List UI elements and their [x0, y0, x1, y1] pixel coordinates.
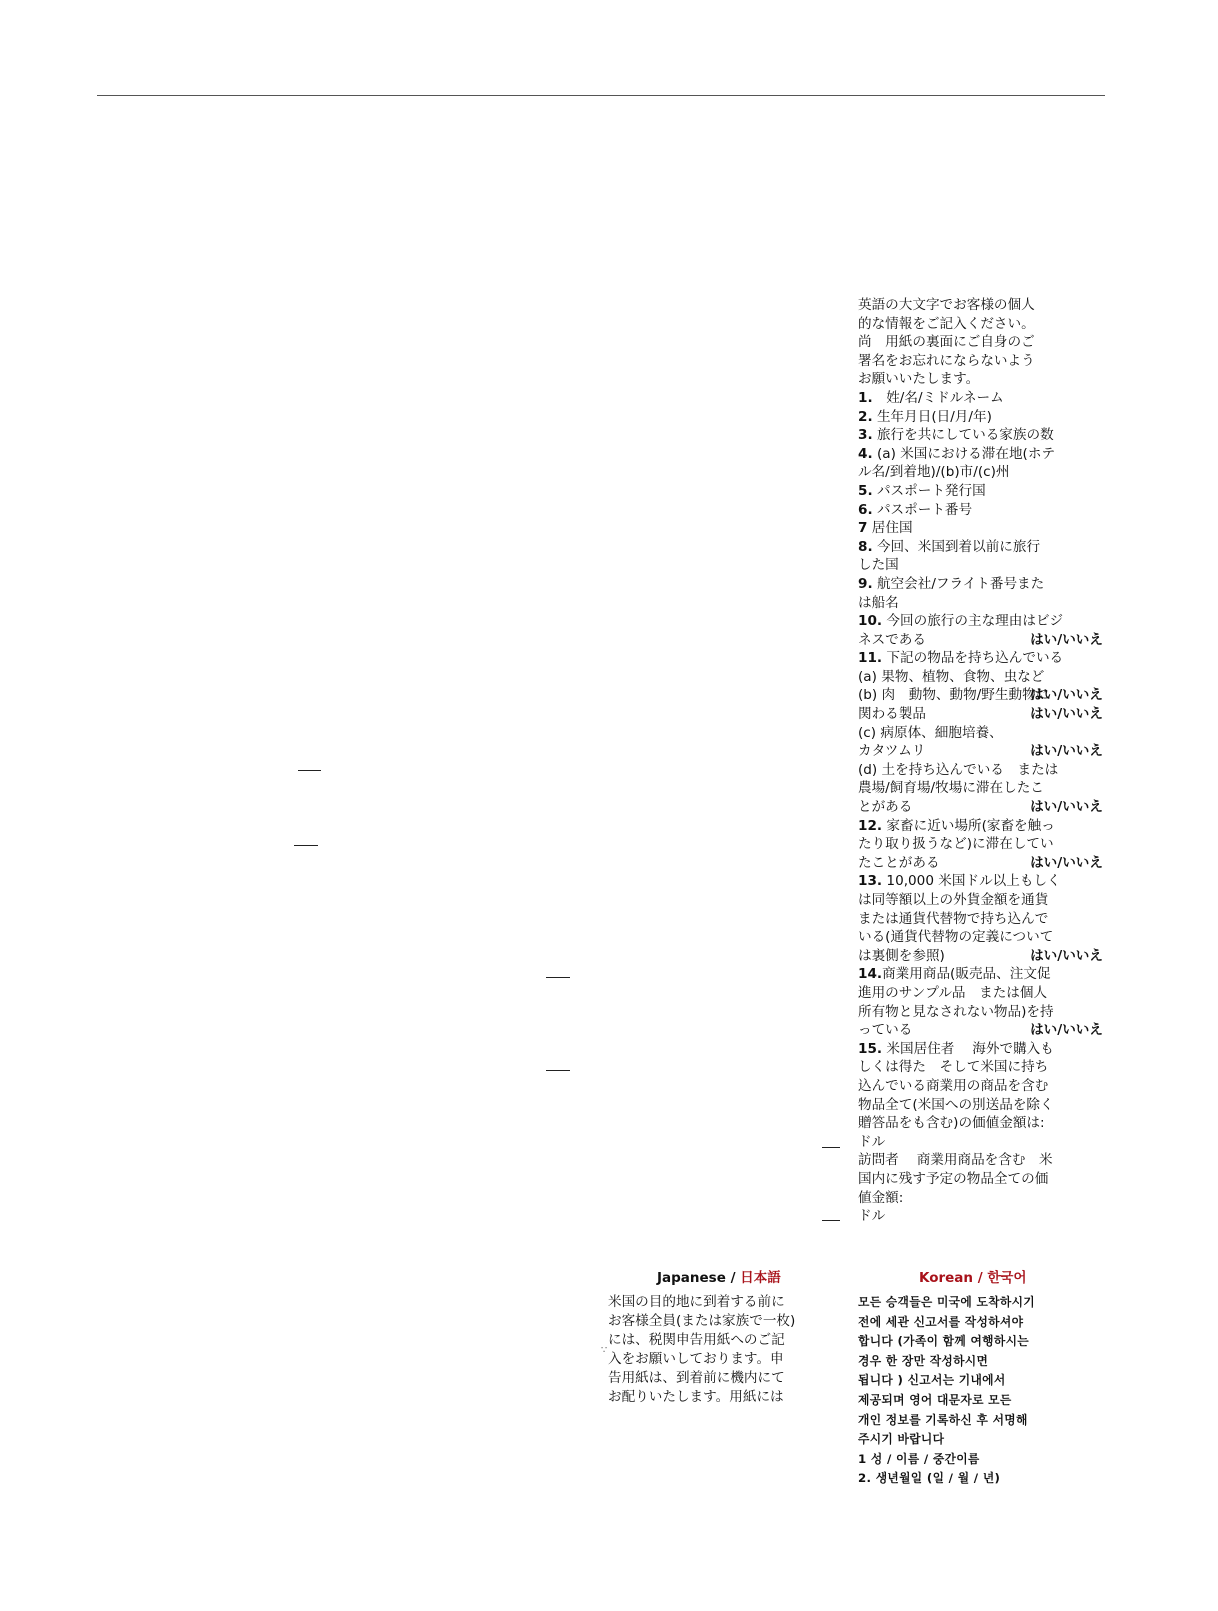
item-text: いる(通貨代替物の定義について [858, 929, 1054, 946]
form-line [858, 854, 1103, 873]
ko-line: 됩니다 ) 신고서는 기내에서 [858, 1373, 1006, 1388]
item-text: 訪問者 商業用商品を含む 米 [858, 1152, 1053, 1169]
heading-korean-native: 한국어 [987, 1270, 1027, 1286]
form-line [858, 947, 1103, 966]
item-number: 8. [858, 538, 873, 555]
form-line [858, 612, 1103, 631]
item-text: ル名/到着地)/(b)市/(c)州 [858, 464, 1010, 481]
form-line [858, 594, 1103, 613]
form-line [858, 1058, 1103, 1077]
form-line [858, 779, 1103, 798]
item-number: 6. [858, 501, 873, 518]
item-text: 農場/飼育場/牧場に滞在したこ [858, 780, 1044, 797]
item-text: パスポート番号 [872, 501, 973, 518]
yes-no-answer: はい/いいえ [1030, 1022, 1103, 1039]
item-text: 尚 用紙の裏面にご自身のご [858, 334, 1035, 351]
form-line [858, 426, 1103, 445]
form-line [858, 965, 1103, 984]
item-text: 姓/名/ミドルネーム [872, 389, 1004, 406]
jp-intro-line: 米国の目的地に到着する前に [608, 1294, 785, 1310]
item-number: 3. [858, 427, 873, 444]
japanese-intro [608, 1293, 833, 1407]
form-line [858, 296, 1103, 315]
leader-dash [294, 845, 318, 846]
form-line [858, 724, 1103, 743]
item-text: しくは得た そして米国に持ち [858, 1059, 1049, 1076]
item-text: 英語の大文字でお客様の個人 [858, 297, 1035, 313]
form-line [858, 1207, 1103, 1226]
item-text: お願いいたします。 [858, 371, 980, 388]
item-text: (c) 病原体、細胞培養、 [858, 724, 1003, 741]
ko-line: 2. 생년월일 (일 / 월 / 년) [858, 1471, 1001, 1486]
ko-line: 합니다 (가족이 함께 여행하시는 [858, 1334, 1029, 1349]
item-text: は船名 [858, 594, 899, 611]
item-text: ドル [858, 1208, 886, 1225]
ko-line: 제공되며 영어 대문자로 모든 [858, 1392, 1012, 1407]
item-text: とがある [858, 799, 913, 816]
item-text: 航空会社/フライト番号また [872, 575, 1045, 592]
form-line [858, 668, 1103, 687]
form-line [858, 575, 1103, 594]
item-text: っている [858, 1022, 913, 1039]
item-text: 生年月日(日/月/年) [872, 408, 992, 425]
form-line [858, 872, 1103, 891]
jp-intro-line: 入をお願いしております。申 [608, 1351, 784, 1367]
item-text: パスポート発行国 [872, 482, 986, 499]
leader-dash [546, 1070, 570, 1071]
yes-no-answer: はい/いいえ [1030, 687, 1103, 704]
form-line [858, 984, 1103, 1003]
form-line [858, 1133, 1103, 1152]
item-number: 7 [858, 520, 868, 537]
item-text: 旅行を共にしている家族の数 [872, 427, 1054, 444]
item-text: 進用のサンプル品 または個人 [858, 984, 1048, 1001]
form-line [858, 315, 1103, 334]
item-text: 家畜に近い場所(家畜を触っ [882, 817, 1055, 834]
top-rule [97, 95, 1105, 96]
item-text: 値金額: [858, 1189, 904, 1206]
yes-no-answer: はい/いいえ [1030, 799, 1103, 816]
leader-dash [822, 1147, 840, 1148]
ko-line: 1 성 / 이름 / 중간이름 [858, 1451, 980, 1466]
form-line [858, 1114, 1103, 1133]
item-number: 9. [858, 575, 873, 592]
item-number: 15. [858, 1040, 883, 1057]
form-line [858, 482, 1103, 501]
form-line [858, 556, 1103, 575]
jp-intro-line: には、税関申告用紙へのご記 [608, 1332, 785, 1348]
form-line [858, 910, 1103, 929]
item-number: 12. [858, 817, 883, 834]
item-text: たことがある [858, 854, 940, 871]
form-line [858, 501, 1103, 520]
jp-intro-line: お配りいたします。用紙には [608, 1389, 784, 1405]
item-text: 署名をお忘れにならないよう [858, 352, 1035, 369]
yes-no-answer: はい/いいえ [1030, 854, 1103, 871]
item-text: は同等額以上の外貨金額を通貨 [858, 892, 1049, 908]
leader-dash [546, 977, 570, 978]
heading-korean-en: Korean / [919, 1270, 988, 1286]
form-line [858, 519, 1103, 538]
form-line [858, 389, 1103, 408]
item-text: 所有物と見なされない物品)を持 [858, 1003, 1054, 1020]
item-text: (b) 肉 動物、動物/野生動物に [858, 687, 1050, 704]
form-line [858, 1189, 1103, 1208]
japanese-form-instructions [858, 296, 1103, 1226]
form-line [858, 370, 1103, 389]
item-text: または通貨代替物で持ち込んで [858, 910, 1049, 927]
form-line [858, 631, 1103, 650]
form-line [858, 705, 1103, 724]
item-text: は裏側を参照) [858, 947, 945, 964]
item-text: (a) 果物、植物、食物、虫など [858, 668, 1045, 685]
item-text: した国 [858, 557, 899, 574]
korean-intro [858, 1293, 1103, 1489]
form-line [858, 649, 1103, 668]
form-line [858, 408, 1103, 427]
item-text: 贈答品をも含む)の価値金額は: [858, 1115, 1045, 1132]
item-text: 10,000 米国ドル以上もしく [882, 873, 1061, 890]
item-number: 4. [858, 445, 873, 462]
yes-no-answer: はい/いいえ [1030, 947, 1103, 964]
item-text: 的な情報をご記入ください。 [858, 315, 1035, 332]
item-text: 下記の物品を持ち込んでいる [882, 650, 1064, 667]
form-line [858, 1170, 1103, 1189]
item-text: 込んでいる商業用の商品を含む [858, 1077, 1049, 1094]
form-line [858, 1077, 1103, 1096]
japanese-heading [657, 1266, 781, 1286]
form-line [858, 761, 1103, 780]
heading-japanese-en: Japanese / [657, 1270, 741, 1286]
ko-line: 모든 승객들은 미국에 도착하시기 [858, 1295, 1035, 1309]
form-line [858, 798, 1103, 817]
form-line [858, 1021, 1103, 1040]
item-number: 10. [858, 613, 883, 630]
item-text: ドル [858, 1133, 886, 1150]
item-text: 居住国 [867, 520, 913, 537]
item-number: 13. [858, 873, 883, 890]
ko-line: 개인 정보를 기록하신 후 서명해 [858, 1412, 1028, 1427]
item-number: 14. [858, 966, 883, 983]
form-line [858, 445, 1103, 464]
item-text: 今回、米国到着以前に旅行 [872, 538, 1041, 555]
yes-no-answer: はい/いいえ [1030, 631, 1103, 648]
ko-line: 전에 세관 신고서를 작성하셔야 [858, 1314, 1024, 1329]
form-line [858, 463, 1103, 482]
stray-mark: ∵ [601, 1345, 608, 1356]
item-text: 今回の旅行の主な理由はビジ [882, 613, 1064, 630]
item-text: (d) 土を持ち込んでいる または [858, 761, 1059, 778]
form-line [858, 835, 1103, 854]
jp-intro-line: お客様全員(または家族で一枚) [608, 1313, 796, 1329]
item-text: (a) 米国における滞在地(ホテ [872, 445, 1056, 462]
yes-no-answer: はい/いいえ [1030, 706, 1103, 723]
form-line [858, 333, 1103, 352]
leader-dash [298, 770, 321, 771]
item-text: カタツムリ [858, 743, 926, 760]
item-text: 物品全て(米国への別送品を除く [858, 1096, 1054, 1113]
ko-line: 주시기 바랍니다 [858, 1432, 945, 1447]
form-line [858, 538, 1103, 557]
ko-line: 경우 한 장만 작성하시면 [858, 1353, 989, 1368]
item-text: 国内に残す予定の物品全ての価 [858, 1170, 1049, 1187]
form-line [858, 891, 1103, 910]
heading-japanese-native: 日本語 [740, 1270, 781, 1286]
item-text: 米国居住者 海外で購入も [882, 1040, 1054, 1057]
item-number: 2. [858, 408, 873, 425]
item-text: たり取り扱うなど)に滞在してい [858, 836, 1054, 853]
korean-heading [919, 1266, 1027, 1286]
item-text: ネスである [858, 631, 926, 648]
item-text: 関わる製品 [858, 706, 926, 723]
form-line [858, 742, 1103, 761]
leader-dash [822, 1220, 840, 1221]
form-line [858, 928, 1103, 947]
form-line [858, 352, 1103, 371]
item-text: 商業用商品(販売品、注文促 [882, 966, 1051, 983]
form-line [858, 1040, 1103, 1059]
item-number: 11. [858, 650, 883, 667]
item-number: 5. [858, 482, 873, 499]
jp-intro-line: 告用紙は、到着前に機内にて [608, 1370, 785, 1386]
form-line [858, 1151, 1103, 1170]
form-line [858, 817, 1103, 836]
yes-no-answer: はい/いいえ [1030, 743, 1103, 760]
form-line [858, 1096, 1103, 1115]
item-number: 1. [858, 389, 873, 406]
form-line [858, 1003, 1103, 1022]
